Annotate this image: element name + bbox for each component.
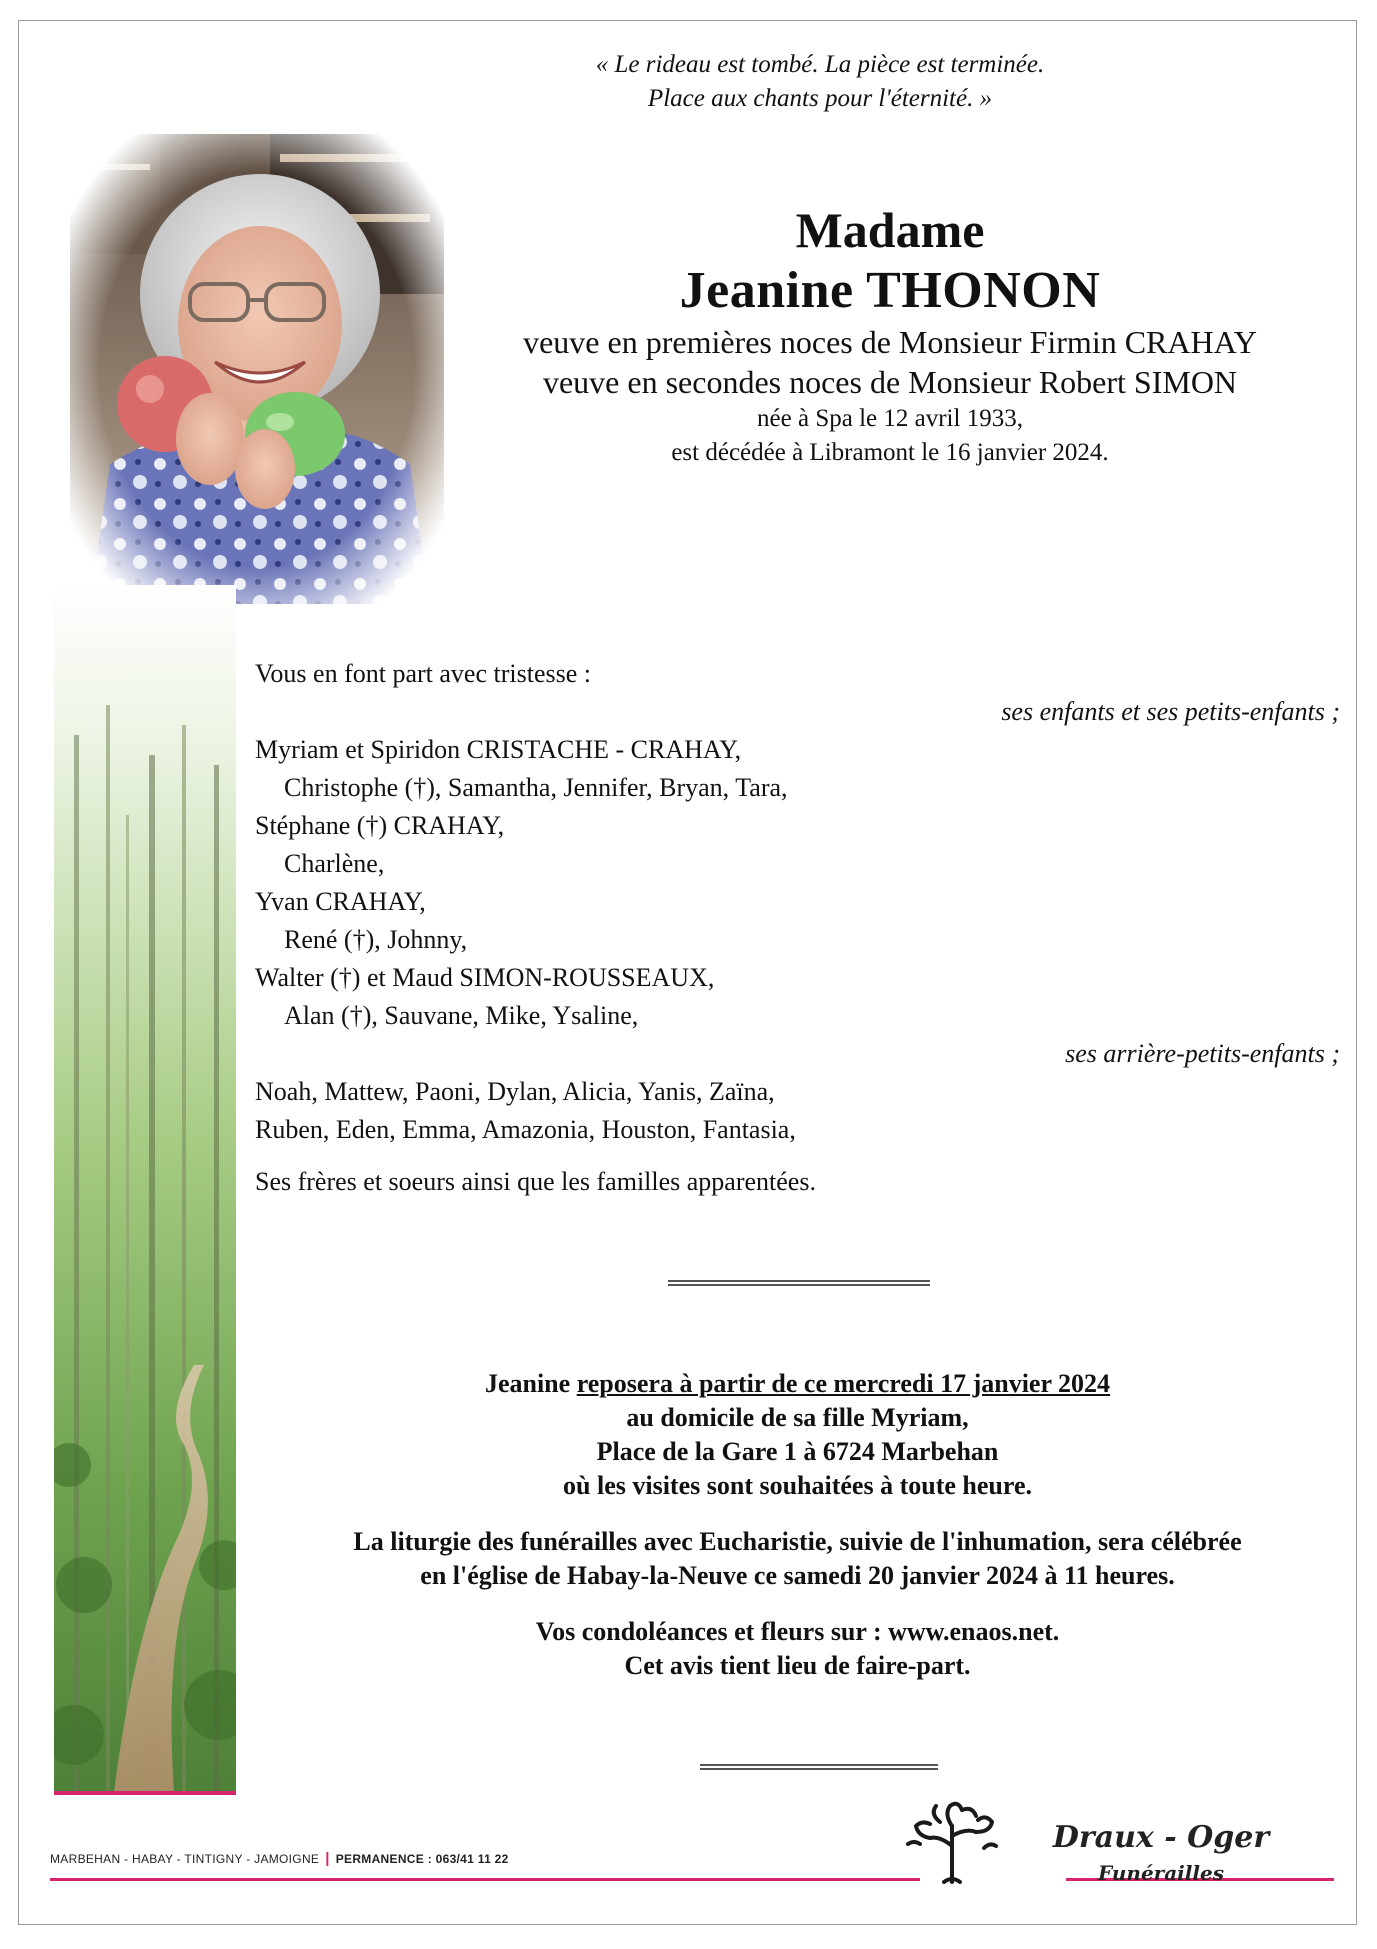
family-line: Walter (†) et Maud SIMON-ROUSSEAUX,: [255, 963, 715, 992]
family-line: Myriam et Spiridon CRISTACHE - CRAHAY,: [255, 735, 742, 764]
divider-bottom: [700, 1764, 938, 1770]
deceased-name: Jeanine THONON: [679, 262, 1101, 319]
deceased-heading: [440, 200, 1340, 470]
notice-line-6: en l'église de Habay-la-Neuve ce samedi 20 janvier 2024 à 11 heures.: [420, 1561, 1175, 1590]
great-grandchildren-line: Ruben, Eden, Emma, Amazonia, Houston, Fantasia,: [255, 1115, 796, 1144]
funeral-notice: [255, 1367, 1340, 1683]
widow-line-1: veuve en premières noces de Monsieur Firmin CRAHAY: [523, 324, 1257, 360]
notice-line-3: Place de la Gare 1 à 6724 Marbehan: [596, 1437, 999, 1466]
quote-line-1: « Le rideau est tombé. La pièce est terminée.: [595, 51, 1045, 78]
quote-line-2: Place aux chants pour l'éternité. »: [647, 85, 993, 112]
footer-accent-line-left: [50, 1878, 920, 1881]
tree-logo-icon: [900, 1796, 1004, 1884]
forest-accent-bar: [54, 1791, 236, 1795]
family-intro: Vous en font part avec tristesse :: [255, 659, 591, 688]
deceased-title: Madame: [795, 202, 985, 258]
family-line: Alan (†), Sauvane, Mike, Ysaline,: [284, 1001, 639, 1030]
brand-logo: [1046, 1820, 1276, 1886]
siblings-line: Ses frères et soeurs ainsi que les familles apparentées.: [255, 1167, 816, 1196]
footer-permanence: PERMANENCE : 063/41 11 22: [335, 1852, 509, 1866]
divider-top: [668, 1280, 930, 1286]
notice-line-8: Cet avis tient lieu de faire-part.: [624, 1651, 971, 1680]
notice-line-5: La liturgie des funérailles avec Eucharistie, suivie de l'inhumation, sera célébrée: [353, 1527, 1242, 1556]
family-line: Charlène,: [284, 849, 385, 878]
forest-decoration: [54, 585, 236, 1792]
notice-line-2: au domicile de sa fille Myriam,: [626, 1403, 969, 1432]
notice-name: Jeanine: [484, 1369, 577, 1398]
notice-line-7: Vos condoléances et fleurs sur : www.enaos.net.: [535, 1617, 1060, 1646]
label-children: ses enfants et ses petits-enfants ;: [1001, 697, 1340, 726]
family-line: René (†), Johnny,: [284, 925, 468, 954]
brand-name: Draux - Oger: [1052, 1820, 1270, 1855]
footer-contact: MARBEHAN - HABAY - TINTIGNY - JAMOIGNE | PERMANENCE : 063/41 11 22: [50, 1850, 509, 1867]
label-great-grandchildren: ses arrière-petits-enfants ;: [1065, 1039, 1340, 1068]
birth-line: née à Spa le 12 avril 1933,: [757, 405, 1023, 432]
family-line: Yvan CRAHAY,: [255, 887, 426, 916]
notice-line-4: où les visites sont souhaitées à toute heure.: [563, 1471, 1032, 1500]
notice-line-1: [255, 1367, 1340, 1401]
epitaph-quote: [520, 48, 1120, 116]
notice-repose: reposera à partir de ce mercredi 17 janvier 2024: [576, 1369, 1111, 1398]
death-line: est décédée à Libramont le 16 janvier 2024.: [671, 439, 1109, 466]
great-grandchildren-line: Noah, Mattew, Paoni, Dylan, Alicia, Yanis, Zaïna,: [255, 1077, 775, 1106]
family-section: [255, 655, 1340, 1201]
family-line: Christophe (†), Samantha, Jennifer, Bryan, Tara,: [284, 773, 788, 802]
brand-subtitle: Funérailles: [1098, 1861, 1224, 1885]
family-line: Stéphane (†) CRAHAY,: [255, 811, 505, 840]
portrait-photo: [70, 134, 444, 604]
widow-line-2: veuve en secondes noces de Monsieur Robert SIMON: [542, 364, 1238, 400]
footer-locations: MARBEHAN - HABAY - TINTIGNY - JAMOIGNE: [50, 1852, 320, 1866]
